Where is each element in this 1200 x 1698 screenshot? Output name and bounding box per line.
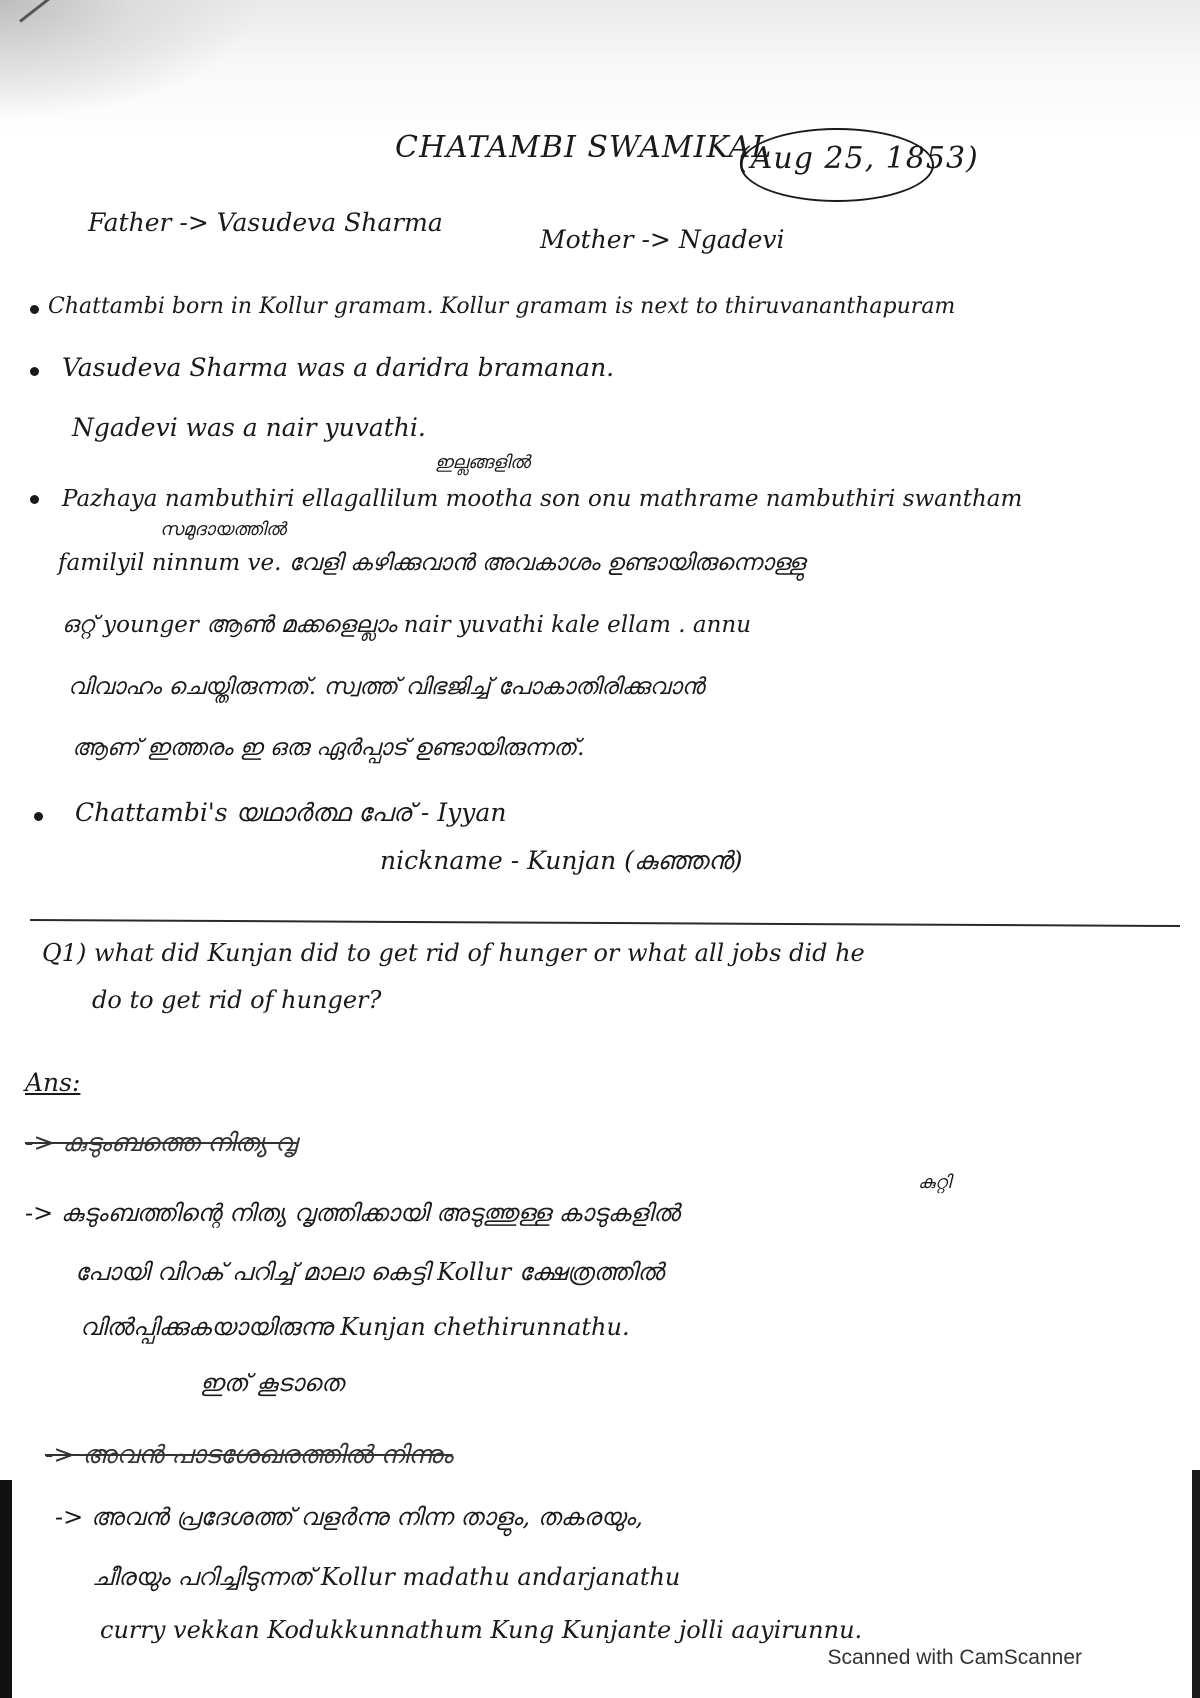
scan-edge-right xyxy=(1192,1470,1200,1698)
scanner-watermark: Scanned with CamScanner xyxy=(827,1646,1082,1669)
note-tradition-5: ആണ് ഇത്തരം ഇ ഒരു ഏർപ്പാട് ഉണ്ടായിരുന്നത്. xyxy=(72,735,585,761)
annotation-samudayathil: സമുദായത്തിൽ xyxy=(160,519,286,540)
note-mother-caste: Ngadevi was a nair yuvathi. xyxy=(72,413,426,442)
answer-para2-line2: ചീരയും പറിച്ചിടുന്നത് Kollur madathu andarjanathu xyxy=(92,1563,681,1591)
bullet xyxy=(34,812,43,821)
note-tradition-2: familyil ninnum ve. വേളി കഴിക്കുവാൻ അവകാശം ഉണ്ടായിരുന്നൊള്ളു xyxy=(58,550,806,576)
annotation-kutti: കുറ്റി xyxy=(918,1172,951,1193)
answer-label: Ans: xyxy=(25,1068,81,1097)
note-born: Chattambi born in Kollur gramam. Kollur gramam is next to thiruvananthapuram xyxy=(48,294,956,319)
mother-line: Mother -> Ngadevi xyxy=(540,225,785,254)
bullet xyxy=(30,495,39,504)
answer-struck-1: -> കുടുംബത്തെ നിത്യ വൃ xyxy=(25,1128,297,1157)
bullet xyxy=(30,305,39,314)
answer-para1-line2: പോയി വിറക് പറിച്ച് മാലാ കെട്ടി Kollur ക്ഷേത്രത്തിൽ xyxy=(75,1258,664,1286)
answer-struck-2: -> അവൻ പാടശേഖരത്തിൽ നിന്നും xyxy=(45,1440,453,1469)
answer-para2-line1: -> അവൻ പ്രദേശത്ത് വളർന്നു നിന്ന താളും, തകരയും, xyxy=(55,1503,643,1531)
bullet xyxy=(30,367,39,376)
question-line-1: Q1) what did Kunjan did to get rid of hunger or what all jobs did he xyxy=(42,939,865,967)
real-name-line: Chattambi's യഥാർത്ഥ പേര് - Iyyan xyxy=(75,798,507,827)
note-father-caste: Vasudeva Sharma was a daridra bramanan. xyxy=(62,353,615,382)
answer-para1-line1: -> കുടുംബത്തിന്റെ നിത്യ വൃത്തിക്കായി അടുത്തുള്ള കാടുകളിൽ xyxy=(25,1199,680,1227)
note-tradition-4: വിവാഹം ചെയ്തിരുന്നത്. സ്വത്ത് വിഭജിച്ച് പോകാതിരിക്കുവാൻ xyxy=(68,674,705,700)
annotation-illangalil: ഇല്ലങ്ങളിൽ xyxy=(435,452,530,473)
corner-shadow xyxy=(0,0,260,120)
note-tradition-3: ഒറ്റ് younger ആൺ മക്കളെല്ലാം nair yuvathi kale ellam . annu xyxy=(62,612,752,638)
answer-para1-line4: ഇത് കൂടാതെ xyxy=(200,1369,344,1397)
father-line: Father -> Vasudeva Sharma xyxy=(88,208,443,237)
note-tradition-1: Pazhaya nambuthiri ellagallilum mootha son onu mathrame nambuthiri swantham xyxy=(62,486,1023,512)
divider xyxy=(30,919,1180,927)
title-date: (Aug 25, 1853) xyxy=(738,141,979,176)
answer-para2-line3: curry vekkan Kodukkunnathum Kung Kunjante jolli aayirunnu. xyxy=(100,1616,863,1644)
scan-edge-left xyxy=(0,1480,12,1698)
question-line-2: do to get rid of hunger? xyxy=(92,986,382,1014)
nickname-line: nickname - Kunjan (കുഞ്ഞൻ) xyxy=(380,846,743,875)
page-title: CHATAMBI SWAMIKAL xyxy=(395,130,773,165)
answer-para1-line3: വിൽപ്പിക്കുകയായിരുന്നു Kunjan chethirunnathu. xyxy=(80,1313,630,1341)
